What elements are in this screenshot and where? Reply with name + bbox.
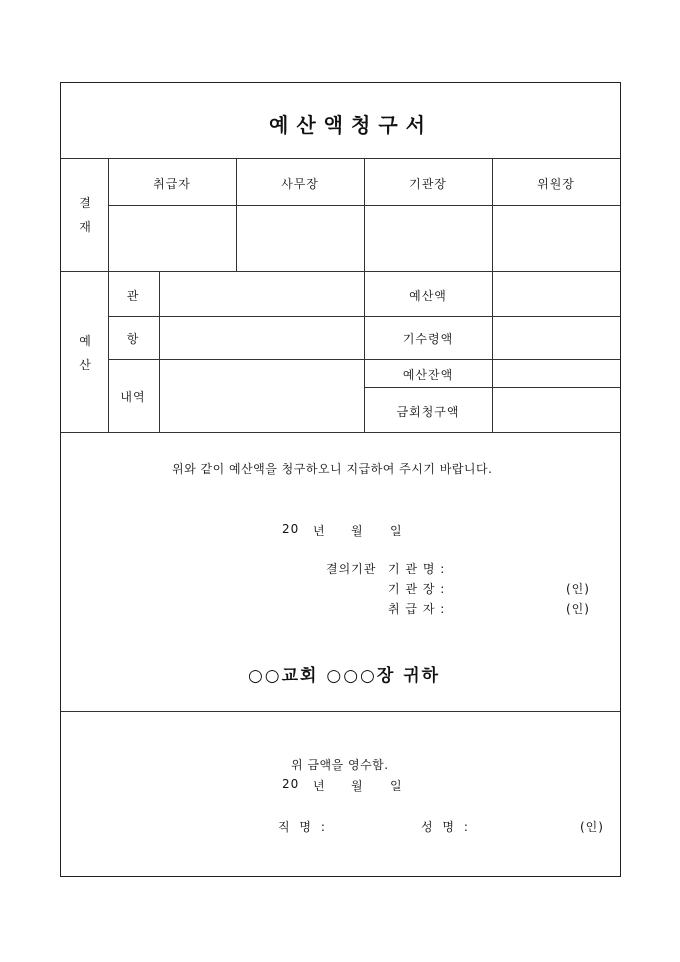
signer-institution-head-label: 기 관 장 :	[388, 582, 446, 596]
budget-amount-label: 예산액	[409, 289, 447, 303]
rule-budget-value-col	[492, 271, 493, 433]
budget-row-hang: 항	[126, 332, 140, 346]
budget-row-details: 내역	[120, 390, 146, 404]
rule-request-bottom	[61, 711, 620, 712]
request-date-year: 20	[282, 522, 300, 536]
rule-approval-col2	[364, 158, 365, 272]
receipt-statement: 위 금액을 영수함.	[291, 758, 389, 772]
request-date-day-unit: 일	[390, 524, 403, 538]
signer-institution-name-label: 기 관 명 :	[388, 562, 446, 576]
rule-side-budget	[108, 271, 109, 433]
addressee-line: ○○교회 ○○○장 귀하	[247, 666, 441, 686]
budget-row-gwan: 관	[126, 289, 140, 303]
approval-header-handler: 취급자	[153, 177, 191, 191]
request-date-month-unit: 월	[351, 524, 364, 538]
rule-budget-mid-col	[364, 271, 365, 433]
signer-handler-seal: (인)	[566, 602, 590, 616]
current-request-label: 금회청구액	[396, 405, 460, 419]
rule-side-approval	[108, 158, 109, 272]
approval-header-office-manager: 사무장	[281, 177, 319, 191]
rule-approval-col3	[492, 158, 493, 272]
budget-side-label: 예산	[79, 334, 91, 372]
signer-handler-label: 취 급 자 :	[388, 602, 446, 616]
approval-header-chairman: 위원장	[537, 177, 575, 191]
approval-side-label: 결재	[79, 196, 91, 234]
receipt-date-month-unit: 월	[351, 779, 364, 793]
signer-institution-head-seal: (인)	[566, 582, 590, 596]
received-amount-label: 기수령액	[402, 332, 454, 346]
budget-balance-label: 예산잔액	[402, 368, 454, 382]
resolution-body-label: 결의기관	[326, 562, 377, 576]
rule-budget-bottom	[61, 432, 620, 433]
request-statement: 위와 같이 예산액을 청구하오니 지급하여 주시기 바랍니다.	[172, 462, 493, 476]
receipt-date-year-unit: 년	[313, 779, 326, 793]
rule-approval-col1	[236, 158, 237, 272]
receipt-name-label: 성 명 :	[421, 820, 471, 834]
receipt-date-year: 20	[282, 777, 300, 791]
form-title: 예산액청구서	[269, 113, 433, 137]
approval-header-institution-head: 기관장	[409, 177, 447, 191]
rule-approval-bottom	[61, 271, 620, 272]
receipt-seal: (인)	[580, 820, 604, 834]
rule-budget-label-col	[159, 271, 160, 433]
rule-title-bottom	[61, 158, 620, 159]
request-date-year-unit: 년	[313, 524, 326, 538]
receipt-position-label: 직 명 :	[278, 820, 328, 834]
budget-request-form	[60, 82, 621, 877]
receipt-date-day-unit: 일	[390, 779, 403, 793]
